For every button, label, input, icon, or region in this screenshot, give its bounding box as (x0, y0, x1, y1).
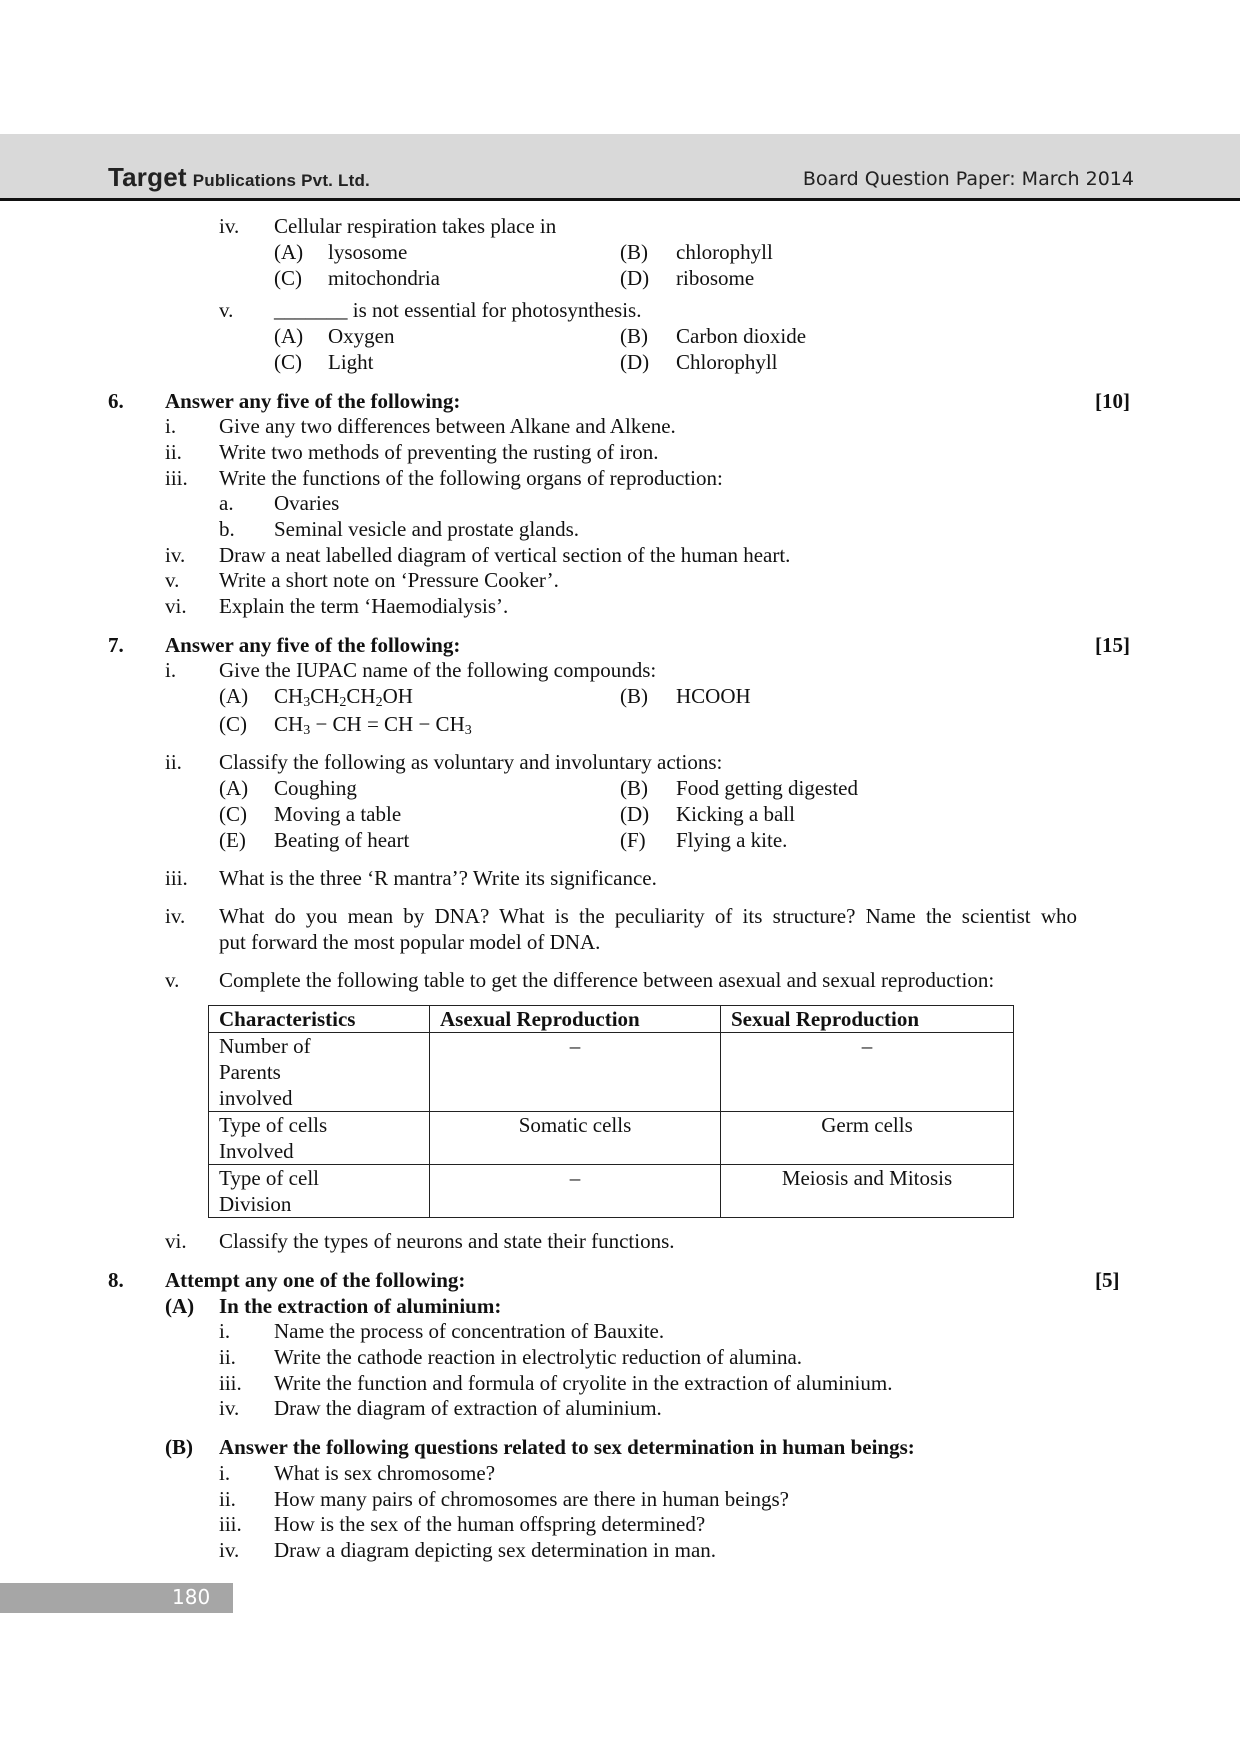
q7-i-option-key: (C) (219, 712, 247, 736)
q7-ii-option-text: Beating of heart (274, 828, 410, 852)
q5-v-option-text: Light (328, 350, 374, 374)
q8-a-item-number: i. (219, 1319, 231, 1343)
q5-iv-option-key: (B) (620, 240, 648, 264)
q7-ii-option-text: Flying a kite. (676, 828, 788, 852)
q7-iii-number: iii. (165, 866, 188, 890)
cell-line: Number of (219, 1034, 311, 1058)
q5-iv-text: Cellular respiration takes place in (274, 214, 557, 238)
blank-line: _______ (274, 298, 348, 322)
q8-b-item-text: How many pairs of chromosomes are there in human beings? (274, 1487, 789, 1511)
q5-iv-option-text: chlorophyll (676, 240, 773, 264)
q5-iv-option-text: lysosome (328, 240, 408, 264)
q7-iv-text-line1: What do you mean by DNA? What is the peculiarity of its structure? Name the scientist who (219, 904, 1077, 928)
q8-a-title: In the extraction of aluminium: (219, 1294, 502, 1318)
q5-iv-option-key: (C) (274, 266, 302, 290)
table-cell: Meiosis and Mitosis (721, 1165, 1014, 1218)
page-number: 180 (172, 1585, 211, 1609)
cell-line: Type of cell (219, 1166, 319, 1190)
compound-propanol: $CH_3CH_2CH_2OH$ (274, 684, 413, 710)
q7-ii-option-text: Moving a table (274, 802, 402, 826)
q7-ii-option-text: Coughing (274, 776, 357, 800)
table-row (209, 1112, 1014, 1165)
q7-i-number: i. (165, 658, 177, 682)
q6-item-text: Draw a neat labelled diagram of vertical section of the human heart. (219, 543, 791, 567)
cell-line: Division (219, 1192, 292, 1216)
q7-i-option-key: (A) (219, 684, 249, 708)
q5-v-option-key: (D) (620, 350, 650, 374)
q7-ii-option-text: Kicking a ball (676, 802, 795, 826)
q7-number: 7. (108, 633, 124, 657)
q5-v-option-text: Oxygen (328, 324, 395, 348)
q6-item-number: iii. (165, 466, 188, 490)
q6-item-text: Explain the term ‘Haemodialysis’. (219, 594, 509, 618)
q5-iv-option-text: ribosome (676, 266, 755, 290)
table-row (209, 1033, 1014, 1112)
q6-item-number: v. (165, 568, 180, 592)
table-cell: – (721, 1033, 1014, 1112)
compound-butene: $CH_3$ − CH = CH − $CH_3$ (274, 712, 472, 738)
q7-iii-text: What is the three ‘R mantra’? Write its significance. (219, 866, 657, 890)
q7-ii-option-key: (E) (219, 828, 246, 852)
q8-a-item-number: ii. (219, 1345, 236, 1369)
table-cell (209, 1112, 430, 1165)
q5-v-option-key: (C) (274, 350, 302, 374)
table-header: Asexual Reproduction (430, 1006, 721, 1033)
table-cell: Somatic cells (430, 1112, 721, 1165)
table-header: Characteristics (209, 1006, 430, 1033)
q6-item-number: iv. (165, 543, 186, 567)
table-header: Sexual Reproduction (721, 1006, 1014, 1033)
compound-methanoic-acid: HCOOH (676, 684, 751, 708)
q6-item-text: Write two methods of preventing the rusting of iron. (219, 440, 659, 464)
q8-marks: [5] (1095, 1268, 1120, 1292)
q6-title: Answer any five of the following: (165, 389, 461, 413)
brand-subtitle: Publications Pvt. Ltd. (192, 171, 370, 190)
reproduction-comparison-table (208, 1005, 1014, 1218)
q5-v-text (274, 297, 641, 323)
q5-iv-option-key: (D) (620, 266, 650, 290)
q7-marks: [15] (1095, 633, 1130, 657)
q7-vi-text: Classify the types of neurons and state their functions. (219, 1229, 675, 1253)
q6-sub-number: b. (219, 517, 235, 541)
q6-marks: [10] (1095, 389, 1130, 413)
q8-b-item-text: Draw a diagram depicting sex determination in man. (274, 1538, 717, 1562)
table-cell (209, 1033, 430, 1112)
table-cell: – (430, 1165, 721, 1218)
cell-line: Involved (219, 1139, 294, 1163)
q7-ii-option-key: (B) (620, 776, 648, 800)
page-header (0, 134, 1240, 201)
q8-a-item-text: Write the cathode reaction in electrolytic reduction of alumina. (274, 1345, 803, 1369)
q7-ii-option-key: (F) (620, 828, 646, 852)
q7-vi-number: vi. (165, 1229, 187, 1253)
q8-number: 8. (108, 1268, 124, 1292)
q8-b-key: (B) (165, 1435, 193, 1459)
q8-b-item-number: i. (219, 1461, 231, 1485)
q5-v-option-key: (A) (274, 324, 304, 348)
q7-ii-number: ii. (165, 750, 182, 774)
q8-b-item-number: ii. (219, 1487, 236, 1511)
table-header-row (209, 1006, 1014, 1033)
q8-b-item-number: iii. (219, 1512, 242, 1536)
cell-line: Type of cells (219, 1113, 328, 1137)
q6-sub-text: Ovaries (274, 491, 340, 515)
q7-iv-number: iv. (165, 904, 186, 928)
table-row (209, 1165, 1014, 1218)
q8-b-item-text: How is the sex of the human offspring determined? (274, 1512, 706, 1536)
q8-b-item-number: iv. (219, 1538, 240, 1562)
page-footer (0, 1583, 233, 1613)
q7-i-option-key: (B) (620, 684, 648, 708)
q5-v-number: v. (219, 298, 234, 322)
q5-v-sentence: is not essential for photosynthesis. (347, 298, 642, 322)
q5-v-option-text: Chlorophyll (676, 350, 778, 374)
publisher-logo (108, 162, 370, 193)
q5-iv-option-key: (A) (274, 240, 304, 264)
q6-item-text: Give any two differences between Alkane and Alkene. (219, 414, 676, 438)
q8-a-item-number: iii. (219, 1371, 242, 1395)
q7-ii-option-text: Food getting digested (676, 776, 858, 800)
q7-ii-option-key: (D) (620, 802, 650, 826)
q8-a-item-number: iv. (219, 1396, 240, 1420)
q6-item-text: Write a short note on ‘Pressure Cooker’. (219, 568, 559, 592)
q7-v-text: Complete the following table to get the difference between asexual and sexual reproduction: (219, 968, 995, 992)
q6-sub-text: Seminal vesicle and prostate glands. (274, 517, 580, 541)
q8-title: Attempt any one of the following: (165, 1268, 466, 1292)
q6-sub-number: a. (219, 491, 234, 515)
q5-iv-option-text: mitochondria (328, 266, 440, 290)
q8-a-item-text: Write the function and formula of cryolite in the extraction of aluminium. (274, 1371, 893, 1395)
q6-number: 6. (108, 389, 124, 413)
q7-i-text: Give the IUPAC name of the following compounds: (219, 658, 657, 682)
q7-ii-option-key: (A) (219, 776, 249, 800)
q8-b-title: Answer the following questions related to sex determination in human beings: (219, 1435, 915, 1459)
table-cell: – (430, 1033, 721, 1112)
table-cell (209, 1165, 430, 1218)
q5-iv-number: iv. (219, 214, 240, 238)
paper-title: Board Question Paper: March 2014 (802, 168, 1134, 190)
q6-item-number: i. (165, 414, 177, 438)
cell-line: Parents (219, 1060, 281, 1084)
q7-v-number: v. (165, 968, 180, 992)
q8-b-item-text: What is sex chromosome? (274, 1461, 496, 1485)
q6-item-number: vi. (165, 594, 187, 618)
q8-a-item-text: Draw the diagram of extraction of aluminium. (274, 1396, 662, 1420)
q7-ii-text: Classify the following as voluntary and involuntary actions: (219, 750, 723, 774)
table-cell: Germ cells (721, 1112, 1014, 1165)
q5-v-option-key: (B) (620, 324, 648, 348)
q7-iv-text-line2: put forward the most popular model of DNA. (219, 930, 601, 954)
q6-item-text: Write the functions of the following organs of reproduction: (219, 466, 723, 490)
q7-ii-option-key: (C) (219, 802, 247, 826)
q7-title: Answer any five of the following: (165, 633, 461, 657)
q5-v-option-text: Carbon dioxide (676, 324, 807, 348)
q8-a-item-text: Name the process of concentration of Bauxite. (274, 1319, 665, 1343)
q6-item-number: ii. (165, 440, 182, 464)
cell-line: involved (219, 1086, 293, 1110)
brand-name: Target (108, 162, 187, 192)
q8-a-key: (A) (165, 1294, 195, 1318)
